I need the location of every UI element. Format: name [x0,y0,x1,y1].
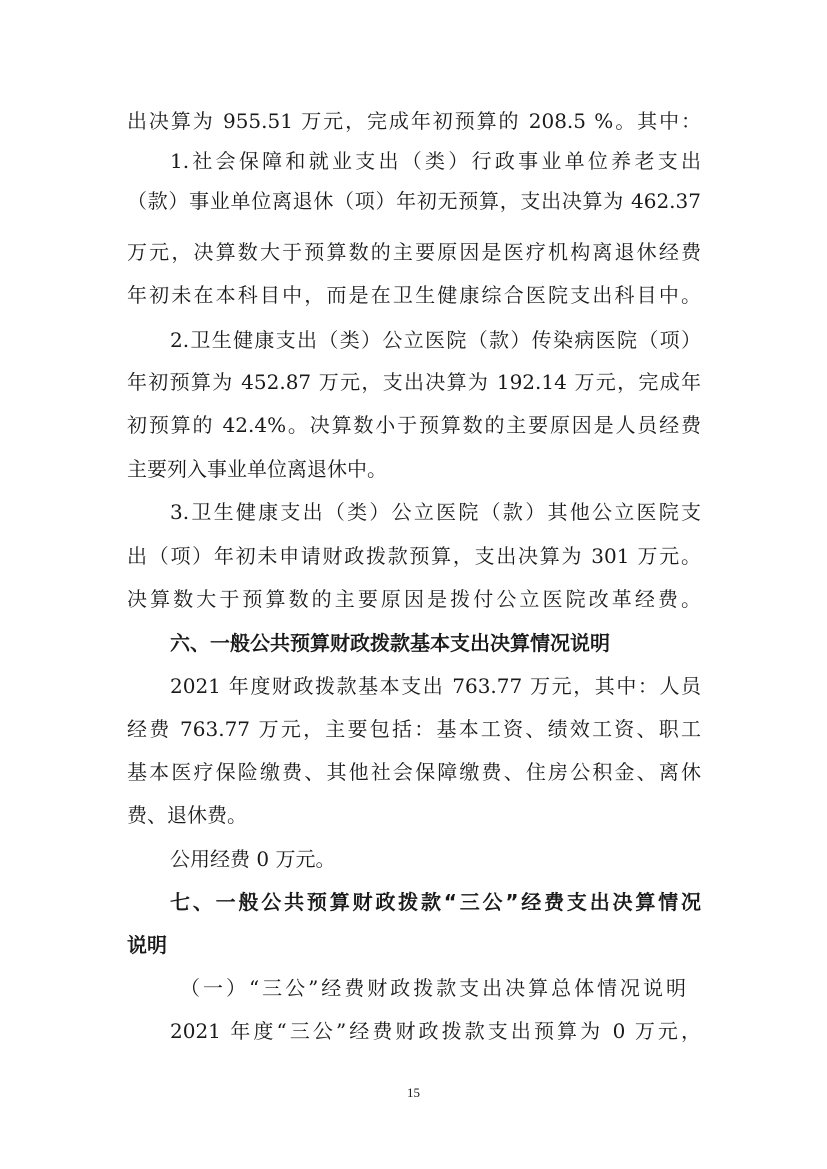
text-line: （款）事业单位离退休（项）年初无预算，支出决算为 462.37 [127,189,701,213]
section-heading: 六、一般公共预算财政拨款基本支出决算情况说明 [170,631,610,655]
text-line: 公用经费 0 万元。 [170,847,336,871]
text-line: 出决算为 955.51 万元，完成年初预算的 208.5 %。其中： [127,109,701,133]
text-line: 1.社会保障和就业支出（类）行政事业单位养老支出 [170,149,701,173]
text-line: 初预算的 42.4%。决算数小于预算数的主要原因是人员经费 [127,413,701,437]
text-line: 2021 年度财政拨款基本支出 763.77 万元，其中：人员 [170,674,701,698]
page-number: 15 [407,1085,420,1100]
text-line: 年初预算为 452.87 万元，支出决算为 192.14 万元，完成年 [127,370,701,394]
section-heading: 七、一般公共预算财政拨款“三公”经费支出决算情况 [170,890,701,914]
text-line: 决算数大于预算数的主要原因是拨付公立医院改革经费。 [127,587,701,611]
text-line: 费、退休费。 [127,803,247,827]
text-line: 主要列入事业单位离退休中。 [127,457,387,481]
text-line: 基本医疗保险缴费、其他社会保障缴费、住房公积金、离休 [127,760,701,784]
text-line: 出（项）年初未申请财政拨款预算，支出决算为 301 万元。 [127,544,701,568]
subsection-heading: （一）“三公”经费财政拨款支出决算总体情况说明 [180,976,686,1000]
text-line: 2021 年度“三公”经费财政拨款支出预算为 0 万元， [170,1019,701,1043]
text-line: 2.卫生健康支出（类）公立医院（款）传染病医院（项） [170,328,701,352]
text-line: 经费 763.77 万元，主要包括：基本工资、绩效工资、职工 [127,717,701,741]
text-line: 3.卫生健康支出（类）公立医院（款）其他公立医院支 [170,500,701,524]
text-line: 年初未在本科目中，而是在卫生健康综合医院支出科目中。 [127,283,701,307]
section-heading: 说明 [127,933,167,957]
text-line: 万元，决算数大于预算数的主要原因是医疗机构离退休经费 [127,240,701,264]
